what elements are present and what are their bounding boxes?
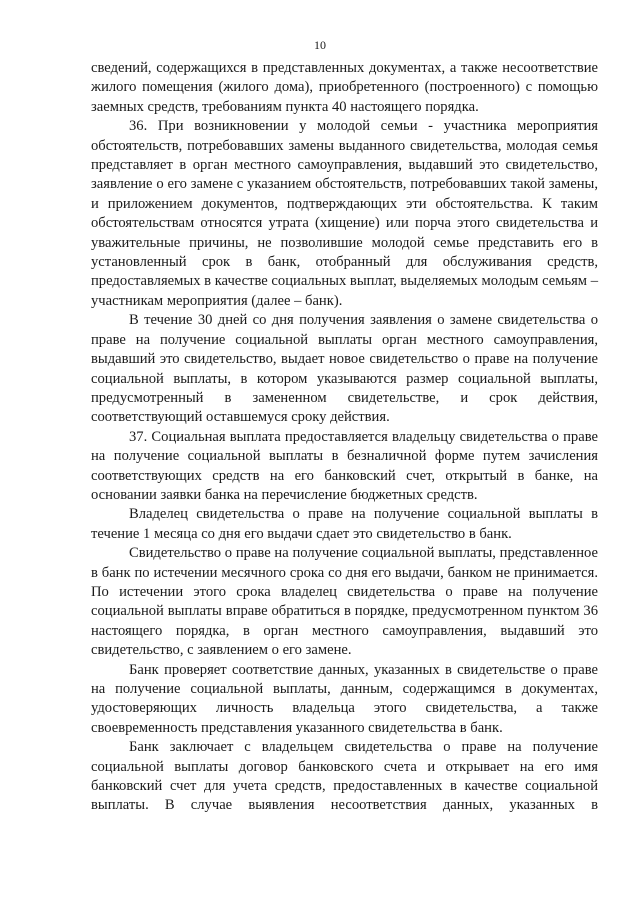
paragraph: Банк заключает с владельцем свидетельства о праве на получение социальной выплаты договор банковского счета и открывает на его имя банковский счет для учета средств, предоставленных в качестве социальной выплаты. В случае выявления несоответствия данных, указанных в <box>91 739 598 814</box>
page-number: 10 <box>314 38 326 52</box>
paragraph: Свидетельство о праве на получение социальной выплаты, представленное в банк по истечении месячного срока со дня его выдачи, банком не принимается. По истечении этого срока владелец свидетельства о праве на получение социальной выплаты вправе обратиться в порядке, предусмотренном пунктом 36 настоящего порядка, в орган местного самоуправления, выдавший это свидетельство, с заявлением о его замене. <box>91 545 598 659</box>
paragraph-item-37: 37. Социальная выплата предоставляется владельцу свидетельства о праве на получение социальной выплаты в безналичной форме путем зачисления соответствующих средств на его банковский счет, открытый в банке, на основании заявки банка на перечисление бюджетных средств. <box>91 428 598 503</box>
paragraph-item-36: 36. При возникновении у молодой семьи - участника мероприятия обстоятельств, потребовавших замены выданного свидетельства, молодая семья представляет в орган местного самоуправления, выдавший это свидетельство, заявление о его замене с указанием обстоятельств, потребовавших такой замены, и приложением документов, подтверждающих эти обстоятельства. К таким обстоятельствам относятся утрата (хищение) или порча этого свидетельства и уважительные причины, не позволившие молодой семье представить его в установленный срок в банк, отобранный для обслуживания средств, предоставляемых в качестве социальных выплат, выделяемых молодым семьям – участникам мероприятия (далее – банк). <box>91 118 598 309</box>
paragraph-continuation: сведений, содержащихся в представленных документах, а также несоответствие жилого помещения (жилого дома), приобретенного (построенного) с помощью заемных средств, требованиям пункта 40 настоящего порядка. <box>91 60 598 115</box>
paragraph: В течение 30 дней со дня получения заявления о замене свидетельства о праве на получение социальной выплаты орган местного самоуправления, выдавший это свидетельство, выдает новое свидетельство о праве на получение социальной выплаты, в котором указываются размер социальной выплаты, предусмотренный в замененном свидетельстве, и срок действия, соответствующий оставшемуся сроку действия. <box>91 312 598 426</box>
paragraph: Владелец свидетельства о праве на получение социальной выплаты в течение 1 месяца со дня его выдачи сдает это свидетельство в банк. <box>91 506 598 542</box>
paragraph: Банк проверяет соответствие данных, указанных в свидетельстве о праве на получение социальной выплаты, данным, содержащимся в документах, удостоверяющих личность владельца этого свидетельства, а также своевременность представления указанного свидетельства в банк. <box>91 661 598 736</box>
document-body <box>91 59 598 816</box>
